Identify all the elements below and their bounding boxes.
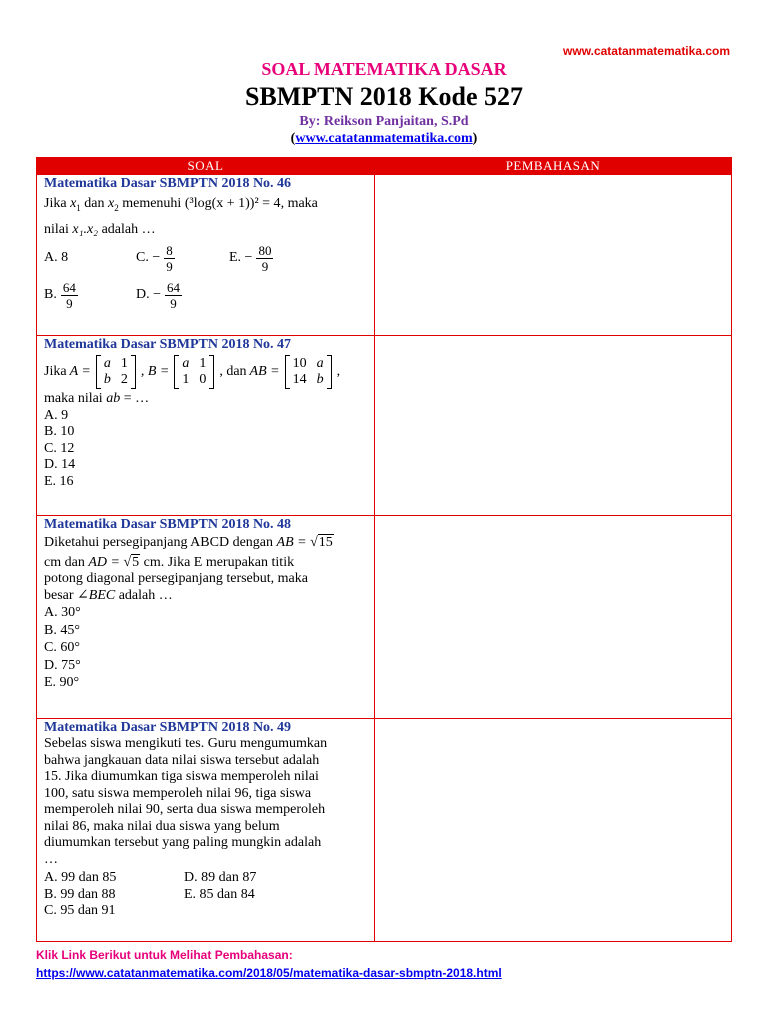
m-cell: 1 [182,372,190,387]
footer [36,947,502,982]
stem-maka: maka nilai [44,391,103,406]
col-header-pembahasan: PEMBAHASAN [375,158,732,175]
sub-2: 2 [114,202,119,213]
frac-num: 64 [167,279,181,295]
option-e-label: E. − [229,250,253,266]
frac-den: 9 [166,258,173,274]
link-open-paren: ( [290,131,296,146]
sqrt-radicand: 15 [318,535,333,550]
stem-line: … [44,851,58,867]
option-c[interactable]: C. 95 dan 91 [44,903,116,918]
m-cell: 1 [199,356,207,371]
options-46 [44,243,368,311]
stem-text: Jika [44,196,67,211]
header-site-link[interactable]: www.catatanmatematika.com [295,131,473,146]
pembahasan-cell-47 [375,336,732,516]
frac-den: 9 [261,258,269,274]
m-cell: 2 [120,372,128,387]
stem-nilai: nilai [44,222,69,238]
option-b[interactable] [44,280,136,311]
stem-line: Sebelas siswa mengikuti tes. Guru mengumumkan [44,736,328,751]
m-cell: a [103,356,111,371]
stem-text: adalah … [118,587,173,603]
site-url[interactable]: www.catatanmatematika.com [563,44,730,58]
option-c-label: C. − [136,250,161,266]
stem-line: 100, satu siswa memperoleh nilai 96, tiga siswa [44,785,312,801]
stem-text: cm. Jika E merupakan titik [143,554,295,570]
question-row-46 [37,175,732,336]
question-row-49 [37,719,732,942]
pembahasan-cell-46 [375,175,732,336]
stem-line: bahwa jangkauan data nilai siswa tersebut adalah [44,752,320,768]
author-line: By: Reikson Panjaitan, S.Pd [299,114,469,129]
question-stem-46 [44,196,368,216]
stem-eq: = … [123,391,150,406]
options-49 [44,870,368,920]
stem-maka: , maka [280,196,318,211]
matrix-b [174,355,214,389]
soal-cell-46 [37,175,375,336]
option-e[interactable] [229,243,329,274]
question-title-49: Matematika Dasar SBMPTN 2018 No. 49 [44,720,292,735]
question-stem-48-line4 [44,588,368,605]
page-subtitle: SOAL MATEMATIKA DASAR [261,59,507,79]
matrix-ab-label: AB = [249,363,280,379]
m-cell: 0 [199,372,207,387]
option-item[interactable]: D. 14 [44,457,76,472]
question-title-48: Matematika Dasar SBMPTN 2018 No. 48 [44,517,292,532]
option-item[interactable]: B. 10 [44,424,75,439]
page-header [0,58,768,147]
option-item[interactable]: E. 16 [44,473,74,489]
soal-cell-49 [37,719,375,942]
stem-line: 15. Jika diumumkan tiga siswa memperoleh nilai [44,769,319,784]
stem-line: nilai 86, maka nilai dua siswa yang belum [44,818,280,834]
option-item[interactable]: A. 30° [44,605,81,620]
option-item[interactable]: D. 75° [44,657,81,673]
question-stem-48-line3: potong diagonal persegipanjang tersebut, maka [44,571,308,586]
stem-line: diumumkan tersebut yang paling mungkin adalah [44,835,322,850]
soal-cell-47 [37,336,375,516]
options-47 [44,408,368,491]
angle-bec: ∠BEC [77,587,116,603]
table-header-row [37,158,732,175]
option-item[interactable]: C. 60° [44,640,80,655]
stem-dan: , dan [219,363,247,379]
pembahasan-cell-48 [375,516,732,719]
frac-num: 80 [258,242,272,258]
m-cell: b [103,372,111,387]
sub-1: 1 [76,202,81,213]
option-a[interactable]: A. 99 dan 85 [44,870,117,885]
m-cell: a [316,356,324,371]
header-link-line [0,130,768,147]
frac-den: 9 [66,295,73,311]
pembahasan-cell-49 [375,719,732,942]
stem-comma: , [336,363,341,379]
m-cell: 14 [292,372,307,387]
col-header-soal: SOAL [37,158,375,175]
m-cell: a [182,356,190,371]
question-stem-48-line2 [44,555,368,572]
var-x1: x [70,196,77,211]
footer-label: Klik Link Berikut untuk Melihat Pembahasan: [36,948,293,962]
page-title: SBMPTN 2018 Kode 527 [244,82,524,111]
option-c[interactable] [136,243,229,274]
option-b[interactable]: B. 99 dan 88 [44,886,116,902]
matrix-line-47 [44,355,368,389]
question-table [36,157,732,942]
question-stem-49 [44,736,368,868]
product-x1x2: x₁.x₂ [72,222,99,238]
frac-num: 64 [62,279,76,295]
frac-den: 9 [170,295,177,311]
option-item[interactable]: E. 90° [44,675,80,690]
stem-text: besar [44,587,74,603]
stem-adalah: adalah … [101,222,156,238]
ad-label: AD = [88,554,120,570]
stem-text: cm dan [44,554,85,570]
footer-link[interactable]: https://www.catatanmatematika.com/2018/05/matematika-dasar-sbmptn-2018.html [36,966,502,980]
option-item[interactable]: C. 12 [44,440,75,456]
stem-text: Diketahui persegipanjang ABCD dengan [44,535,274,550]
question-stem-47 [44,391,368,408]
option-a-label: A. 8 [44,250,69,266]
sqrt-ad: √5 [123,554,140,570]
m-cell: 1 [120,356,128,371]
matrix-b-label: , B = [140,363,170,379]
fraction-c [164,243,175,274]
option-e[interactable]: E. 85 dan 84 [184,886,255,902]
sqrt-radicand: 5 [132,554,140,570]
stem-dan: dan [84,196,105,211]
stem-jika: Jika [44,363,67,379]
sqrt-ab: √15 [310,535,333,550]
ab-label: AB = [276,535,307,550]
question-title-47: Matematika Dasar SBMPTN 2018 No. 47 [44,337,292,352]
m-cell: b [316,372,324,387]
option-b-label: B. [44,287,57,303]
var-x2: x [108,196,115,211]
stem-memenuhi: memenuhi [122,196,182,211]
option-a[interactable] [44,243,136,274]
link-close-paren: ) [472,131,478,146]
matrix-ab [285,355,332,389]
option-d[interactable] [136,280,229,311]
option-item[interactable]: A. 9 [44,407,69,423]
question-row-47 [37,336,732,516]
fraction-e [256,243,273,274]
log-equation: (³log(x + 1))² = 4 [184,196,281,211]
question-row-48 [37,516,732,719]
soal-cell-48 [37,516,375,719]
var-ab: ab [106,391,121,406]
options-48 [44,604,368,692]
frac-num: 8 [166,242,173,258]
m-cell: 10 [292,356,307,371]
stem-line: memperoleh nilai 90, serta dua siswa memperoleh [44,802,326,817]
option-item[interactable]: B. 45° [44,622,80,638]
question-stem-46-line2 [44,222,368,239]
matrix-a-label: A = [69,363,91,379]
matrix-a [96,355,136,389]
question-stem-48-line1 [44,535,368,552]
question-title-46: Matematika Dasar SBMPTN 2018 No. 46 [44,176,292,191]
fraction-d [165,280,182,311]
option-d[interactable]: D. 89 dan 87 [184,870,257,885]
fraction-b [61,280,78,311]
option-d-label: D. − [136,287,162,303]
